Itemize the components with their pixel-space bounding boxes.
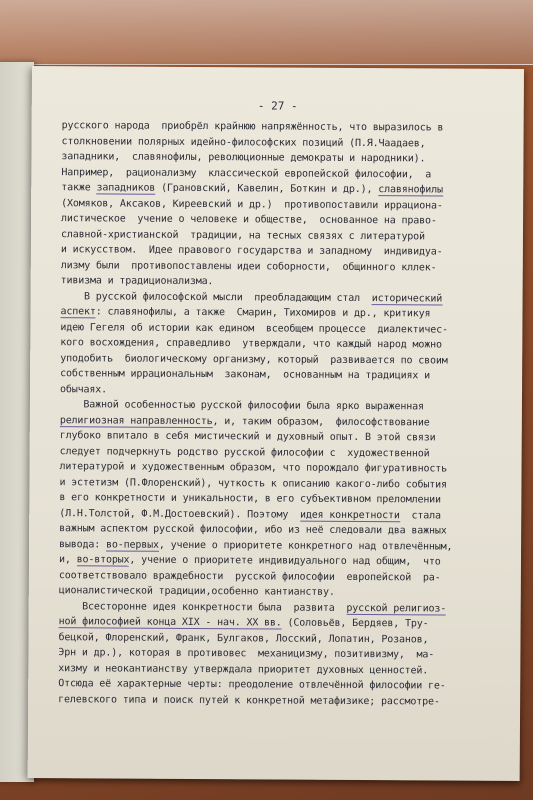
text-segment: славной-христианской традиции, на тесных связях с литературой [60, 228, 425, 242]
document-page [28, 66, 524, 781]
text-segment: Например, рационализму классической европейской философии, а [61, 166, 432, 180]
text-segment: листическое учение о человеке и обществе, основанное на право- [61, 213, 437, 227]
text-segment: , и, таким образом, философствование [212, 415, 430, 428]
underlined-phrase: русской религиоз- [346, 602, 447, 615]
text-segment: идею Гегеля об истории как едином всеобщем процессе диалектичес- [60, 321, 448, 336]
text-segment: тивизма и традиционализма. [60, 275, 214, 288]
text-segment: (Грановский, Кавелин, Боткин и др.), [155, 182, 379, 196]
text-segment: кого восхождения, справедливо утверждали, что каждый народ можно [60, 337, 442, 351]
text-segment: бецкой, Флоренский, Франк, Булгаков, Лосский, Лопатин, Розанов, [58, 631, 429, 645]
underlined-phrase: во-вторых [76, 554, 130, 566]
text-segment: важным аспектом русской философии, ибо из неё следовали два важных [59, 523, 447, 537]
text-segment: также [61, 182, 97, 194]
text-segment: западники, славянофилы, революционные демократы и народники). [61, 151, 426, 165]
text-segment: Отсюда её характерные черты: преодоление отвлечённой философии ге- [58, 678, 446, 692]
text-segment: (Соловьёв, Бердяев, Тру- [281, 617, 429, 630]
body-text [58, 118, 504, 710]
underlined-phrase: ной философией конца XIX - нач. XX вв. [58, 616, 282, 629]
text-segment: Всесторонне идея конкретности была развита [58, 600, 347, 614]
text-segment: стала [399, 509, 441, 522]
text-segment: в его конкретности и уникальности, в его субъективном преломлении [59, 492, 441, 506]
text-segment: и искусством. Идее правового государства и западному индивидуа- [60, 244, 443, 258]
text-segment: лизму были противопоставлены идеи соборности, общинного кллек- [60, 259, 437, 273]
underlined-phrase: идея конкретности [299, 509, 400, 521]
text-segment: , учение о приоритете конкретного над отвлечённым, [158, 539, 453, 553]
text-line [58, 692, 500, 710]
text-segment: собственным иррациональным законам, основанным на традициях и [60, 368, 430, 382]
text-segment: литературой и художественным образом, что порождало фигуративность [59, 461, 448, 475]
text-segment: гелевского типа и поиск путей к конкретной метафизике; рассмотре- [58, 693, 440, 708]
text-segment: уподобить биологическому организму, который развивается по своим [60, 352, 448, 367]
text-segment: следует подчеркнуть родство русской философии с художественной [59, 445, 430, 459]
text-segment: русского народа приобрёл крайнюю напряжённость, что выразилось в [61, 120, 444, 134]
text-segment: (Хомяков, Аксаков, Киреевский и др.) противопоставили иррациона- [61, 197, 443, 212]
text-segment: соответствовало враждебности русской философии европейской ра- [58, 569, 441, 584]
text-segment: Важной особенностью русской философии была ярко выраженная [59, 399, 424, 413]
text-segment: и, [58, 554, 77, 566]
text-segment: и эстетизм (П.Флоренский), чуткость к описанию какого-либо события [59, 476, 447, 491]
text-segment: Эрн и др.), которая в противовес механицизму, позитивизму, ма- [58, 647, 435, 661]
underlined-phrase: во-первых [106, 538, 159, 551]
text-segment: ционалистической традиции,особенно кантианству. [58, 585, 335, 598]
text-segment: обычаях. [59, 383, 108, 395]
underlined-phrase: аспект [60, 306, 96, 318]
underlined-phrase: славянофилы [378, 184, 443, 196]
text-segment: вывода: [59, 538, 107, 550]
text-segment: (Л.Н.Толстой, Ф.М.Достоевский). Поэтому [59, 507, 301, 521]
text-segment: : славянофилы, а также Смарин, Тихомиров и др., критикуя [95, 306, 431, 320]
underlined-phrase: западников [96, 182, 156, 194]
text-line [60, 366, 502, 384]
text-segment: столкновении полярных идейно-философских позиций (П.Я.Чаадаев, [61, 135, 426, 149]
text-segment: В русской философской мысли преобладающим стал [60, 290, 372, 304]
text-segment: хизму и неокантианству утверждала приоритет духовных ценностей. [58, 662, 429, 676]
underlined-phrase: исторический [371, 292, 443, 305]
page-number: - 27 - [257, 99, 298, 113]
text-segment: глубоко впитало в себя мистический и духовный опыт. В этой связи [59, 430, 436, 444]
plastic-sleeve [0, 0, 533, 65]
underlined-phrase: религиозная направленность [59, 414, 213, 427]
text-segment: , учение о приоритете индивидуального над общим, что [129, 554, 441, 568]
